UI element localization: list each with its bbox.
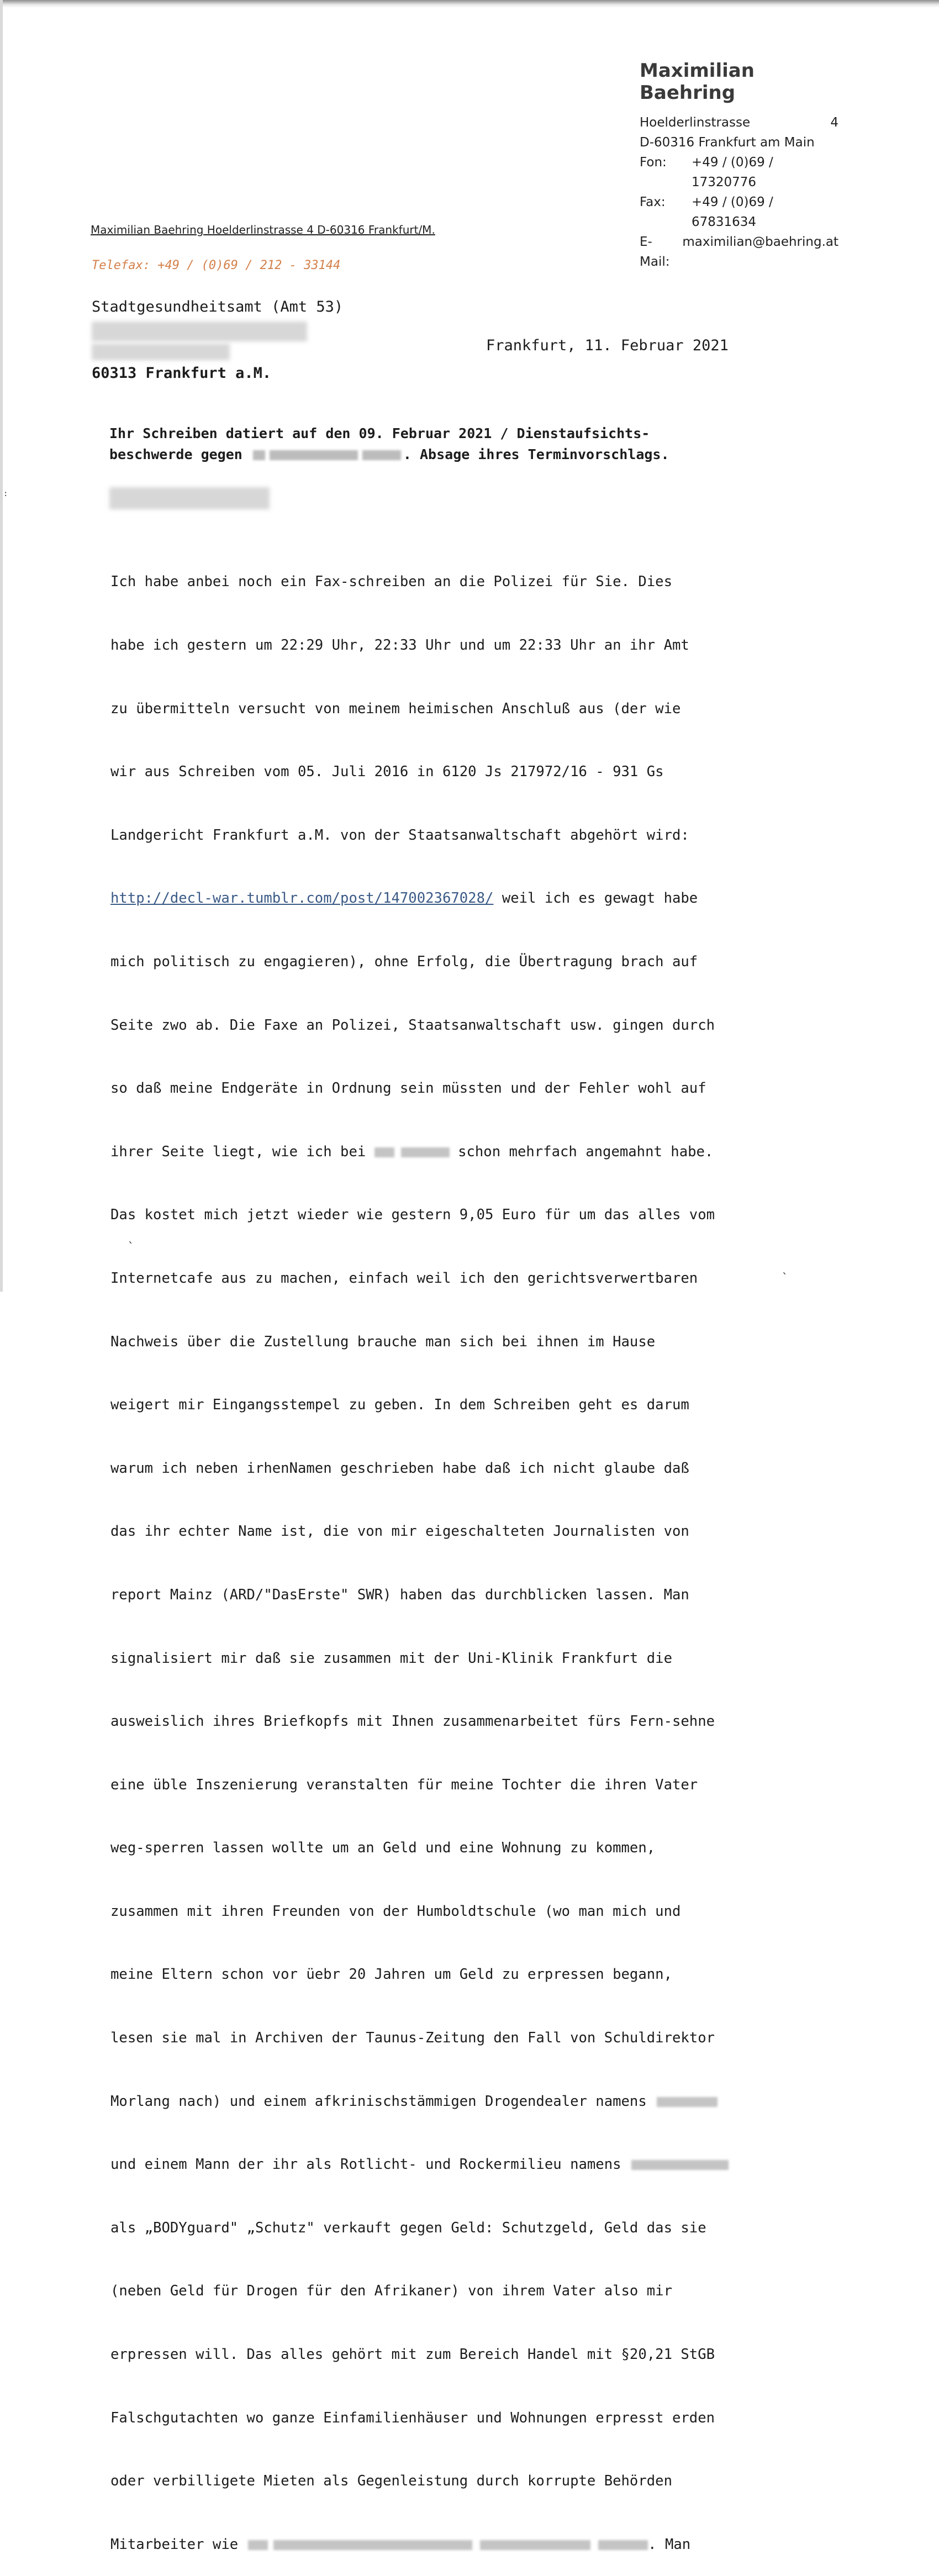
body-line-text: schon mehrfach angemahnt habe.	[449, 1143, 714, 1160]
body-line: lesen sie mal in Archiven der Taunus-Zeitung den Fall von Schuldirektor	[110, 2030, 715, 2047]
body-line-text: Mitarbeiter wie	[110, 2536, 239, 2553]
redacted-name	[401, 1147, 450, 1157]
subject-line	[109, 423, 805, 465]
return-address: Maximilian Baehring Hoelderlinstrasse 4 D-60316 Frankfurt/M.	[91, 223, 435, 236]
body-line: habe ich gestern um 22:29 Uhr, 22:33 Uhr und um 22:33 Uhr an ihr Amt	[110, 637, 689, 654]
subject-line-1: Ihr Schreiben datiert auf den 09. Februar 2021 / Dienstaufsichts-	[109, 425, 650, 441]
body-line: oder verbilligete Mieten als Gegenleistung durch korrupte Behörden	[110, 2473, 672, 2490]
letter-date: Frankfurt, 11. Februar 2021	[486, 337, 729, 354]
recipient-telefax: Telefax: +49 / (0)69 / 212 - 33144	[92, 259, 341, 272]
redacted-name	[362, 450, 401, 460]
scan-speck: ˎ	[781, 1261, 788, 1274]
redacted-salutation	[109, 487, 270, 509]
sender-email-label: E-Mail:	[640, 235, 670, 269]
letter-body	[110, 529, 823, 2576]
redacted-name	[631, 2160, 729, 2170]
body-line	[110, 1141, 823, 1162]
body-line: Seite zwo ab. Die Faxe an Polizei, Staatsanwaltschaft usw. gingen durch	[110, 1016, 715, 1034]
tumblr-link[interactable]: http://decl-war.tumblr.com/post/147002367028/	[110, 890, 494, 907]
subject-text-b: . Absage ihres Terminvorschlags.	[403, 446, 669, 462]
sender-phone: +49 / (0)69 / 17320776	[691, 155, 773, 189]
redacted-name	[273, 2540, 472, 2550]
scan-edge-left	[0, 0, 3, 1292]
letterhead	[640, 60, 838, 272]
body-line: erpressen will. Das alles gehört mit zum Bereich Handel mit §20,21 StGB	[110, 2346, 715, 2363]
sender-fax-label: Fax:	[640, 195, 666, 209]
body-line-text: und einem Mann der ihr als Rotlicht- und Rockermilieu namens	[110, 2156, 621, 2173]
subject-line-2	[109, 444, 805, 465]
sender-fax-line	[640, 192, 838, 232]
sender-email-line	[640, 232, 838, 272]
sender-street: Hoelderlinstrasse	[640, 115, 751, 130]
body-line: meine Eltern schon vor üebr 20 Jahren um Geld zu erpressen begann,	[110, 1966, 672, 1983]
recipient-name: Stadtgesundheitsamt (Amt 53)	[92, 298, 344, 315]
body-line: mich politisch zu engagieren), ohne Erfolg, die Übertragung brach auf	[110, 953, 698, 970]
redacted-name	[374, 1147, 394, 1157]
body-line: Nachweis über die Zustellung brauche man sich bei ihnen im Hause	[110, 1333, 656, 1350]
body-line	[110, 2091, 823, 2112]
scan-edge-top	[0, 0, 939, 8]
body-line: Internetcafe aus zu machen, einfach weil ich den gerichtsverwertbaren	[110, 1269, 698, 1287]
redacted-name	[248, 2540, 268, 2550]
scan-speck: :	[3, 489, 8, 498]
body-line	[110, 2534, 823, 2555]
body-line: Ich habe anbei noch ein Fax-schreiben an die Polizei für Sie. Dies	[110, 573, 672, 591]
body-line: report Mainz (ARD/"DasErste" SWR) haben das durchblicken lassen. Man	[110, 1586, 689, 1603]
sender-house-number: 4	[830, 115, 838, 130]
sender-city-line	[640, 133, 838, 152]
body-line: weg-sperren lassen wollte um an Geld und eine Wohnung zu kommen,	[110, 1840, 656, 1857]
body-line-text: Morlang nach) und einem afkrinischstämmigen Drogendealer namens	[110, 2093, 647, 2110]
recipient-zip-city: 60313 Frankfurt a.M.	[92, 365, 272, 382]
redacted-name	[253, 450, 265, 460]
body-line	[110, 2154, 823, 2175]
body-line: Falschgutachten wo ganze Einfamilienhäuser und Wohnungen erpresst erden	[110, 2409, 715, 2426]
redacted-name	[657, 2097, 718, 2107]
body-line	[110, 888, 823, 909]
body-line: als „BODYguard" „Schutz" verkauft gegen Geld: Schutzgeld, Geld das sie	[110, 2219, 706, 2236]
body-line: weigert mir Eingangsstempel zu geben. In dem Schreiben geht es darum	[110, 1397, 689, 1414]
redacted-recipient-line-1	[92, 322, 307, 341]
body-line-text: weil ich es gewagt habe	[493, 890, 698, 907]
subject-text-a: beschwerde gegen	[109, 446, 242, 462]
sender-email: maximilian@baehring.at	[682, 235, 838, 249]
body-line: ausweislich ihres Briefkopfs mit Ihnen zusammenarbeitet fürs Fern-sehne	[110, 1713, 715, 1730]
body-line: das ihr echter Name ist, die von mir eigeschalteten Journalisten von	[110, 1523, 689, 1540]
redacted-recipient-line-2	[92, 344, 230, 360]
scan-speck: ˎ	[127, 1230, 134, 1243]
body-line: Landgericht Frankfurt a.M. von der Staatsanwaltschaft abgehört wird:	[110, 826, 689, 844]
body-line-text: ihrer Seite liegt, wie ich bei	[110, 1143, 374, 1160]
body-line-text: . Man	[648, 2536, 691, 2553]
body-line: so daß meine Endgeräte in Ordnung sein müssten und der Fehler wohl auf	[110, 1080, 706, 1097]
body-line: signalisiert mir daß sie zusammen mit der Uni-Klinik Frankfurt die	[110, 1650, 672, 1667]
redacted-name	[598, 2540, 648, 2550]
body-line: wir aus Schreiben vom 05. Juli 2016 in 6120 Js 217972/16 - 931 Gs	[110, 763, 664, 781]
sender-phone-line	[640, 152, 838, 192]
body-line: (neben Geld für Drogen für den Afrikaner) von ihrem Vater also mir	[110, 2283, 672, 2300]
redacted-name	[270, 450, 358, 460]
sender-name: Maximilian Baehring	[640, 60, 755, 104]
body-line: warum ich neben irhenNamen geschrieben habe daß ich nicht glaube daß	[110, 1460, 689, 1477]
body-line: zusammen mit ihren Freunden von der Humboldtschule (wo man mich und	[110, 1903, 681, 1920]
sender-phone-label: Fon:	[640, 155, 667, 170]
sender-street-line	[640, 113, 838, 133]
sender-fax: +49 / (0)69 / 67831634	[691, 195, 773, 229]
body-line: Das kostet mich jetzt wieder wie gestern 9,05 Euro für um das alles vom	[110, 1207, 715, 1224]
sender-city: D-60316 Frankfurt am Main	[640, 135, 815, 150]
body-line: eine üble Inszenierung veranstalten für meine Tochter die ihren Vater	[110, 1776, 698, 1793]
redacted-name	[480, 2540, 590, 2550]
body-line: zu übermitteln versucht von meinem heimischen Anschluß aus (der wie	[110, 700, 681, 717]
